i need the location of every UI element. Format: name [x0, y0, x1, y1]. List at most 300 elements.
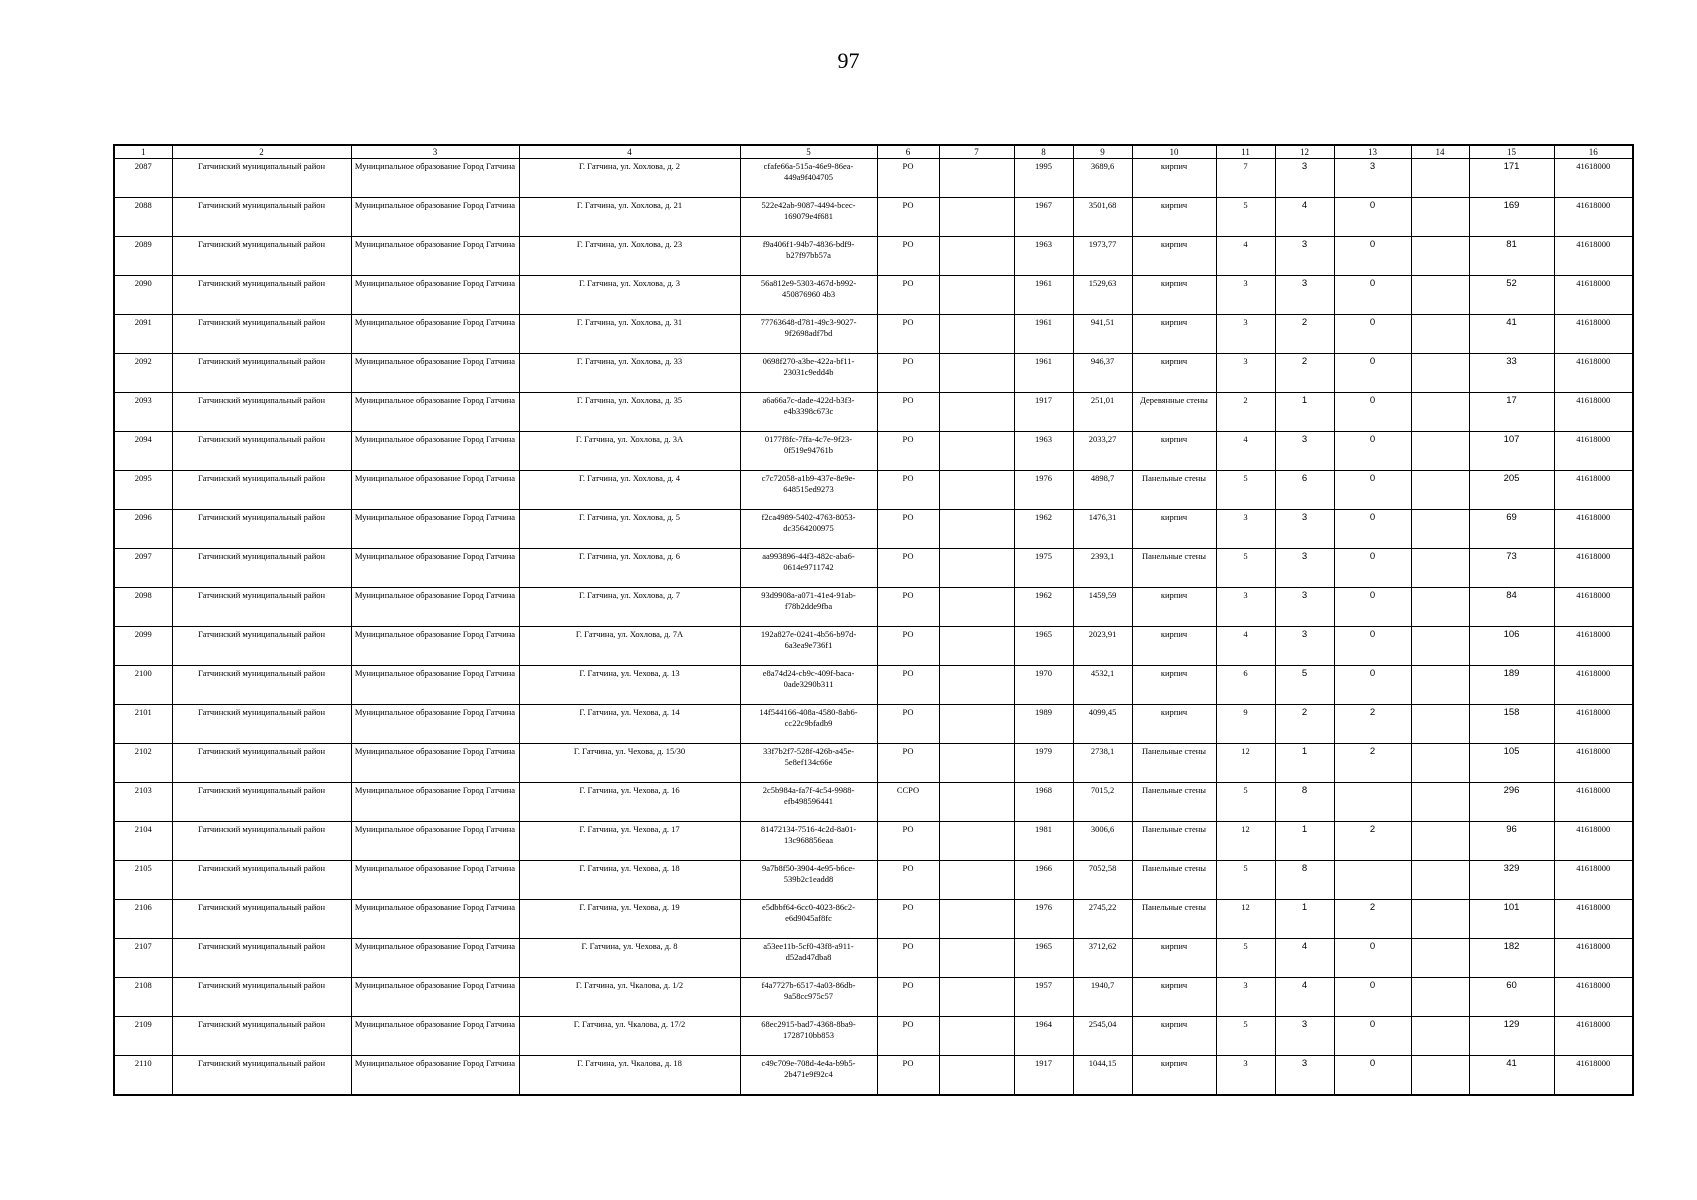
table-row — [114, 471, 1633, 510]
build-year-cell: 1964 — [1014, 1017, 1073, 1056]
area-cell: 2545,04 — [1073, 1017, 1132, 1056]
column-14-cell — [1411, 1056, 1469, 1095]
area-cell: 3712,62 — [1073, 939, 1132, 978]
oktmo-cell: 41618000 — [1554, 783, 1633, 822]
residents-cell: 41 — [1469, 315, 1554, 354]
table-row — [114, 666, 1633, 705]
column-7-cell — [939, 744, 1014, 783]
house-guid-cell: c7c72058-a1b9-437e-8e9e-648515ed9273 — [740, 471, 877, 510]
table-row — [114, 432, 1633, 471]
wall-material-cell: кирпич — [1132, 510, 1216, 549]
floors-cell: 5 — [1216, 939, 1275, 978]
district-cell: Гатчинский муниципальный район — [172, 510, 351, 549]
table-row — [114, 822, 1633, 861]
column-14-cell — [1411, 354, 1469, 393]
wall-material-cell: Деревянные стены — [1132, 393, 1216, 432]
municipality-cell: Муниципальное образование Город Гатчина — [351, 705, 519, 744]
municipality-cell: Муниципальное образование Город Гатчина — [351, 588, 519, 627]
entrances-cell: 4 — [1275, 198, 1334, 237]
residents-cell: 105 — [1469, 744, 1554, 783]
floors-cell: 7 — [1216, 159, 1275, 198]
column-7-cell — [939, 159, 1014, 198]
house-guid-cell: e5dbbf64-6cc0-4023-86c2-e6d9045af8fc — [740, 900, 877, 939]
area-cell: 4532,1 — [1073, 666, 1132, 705]
area-cell: 2393,1 — [1073, 549, 1132, 588]
lifts-cell: 2 — [1334, 744, 1411, 783]
column-14-cell — [1411, 1017, 1469, 1056]
district-cell: Гатчинский муниципальный район — [172, 900, 351, 939]
column-14-cell — [1411, 666, 1469, 705]
column-header: 12 — [1275, 145, 1334, 159]
address-cell: Г. Гатчина, ул. Чехова, д. 16 — [519, 783, 740, 822]
row-number-cell: 2093 — [114, 393, 172, 432]
build-year-cell: 1981 — [1014, 822, 1073, 861]
residents-cell: 52 — [1469, 276, 1554, 315]
entrances-cell: 1 — [1275, 900, 1334, 939]
floors-cell: 5 — [1216, 198, 1275, 237]
residents-cell: 69 — [1469, 510, 1554, 549]
column-7-cell — [939, 705, 1014, 744]
municipality-cell: Муниципальное образование Город Гатчина — [351, 744, 519, 783]
house-guid-cell: 522e42ab-9087-4494-bcec-169079e4f681 — [740, 198, 877, 237]
municipality-cell: Муниципальное образование Город Гатчина — [351, 198, 519, 237]
area-cell: 2745,22 — [1073, 900, 1132, 939]
lifts-cell: 0 — [1334, 510, 1411, 549]
oktmo-cell: 41618000 — [1554, 900, 1633, 939]
lifts-cell: 0 — [1334, 627, 1411, 666]
residents-cell: 17 — [1469, 393, 1554, 432]
column-7-cell — [939, 627, 1014, 666]
column-header: 14 — [1411, 145, 1469, 159]
wall-material-cell: кирпич — [1132, 627, 1216, 666]
build-year-cell: 1966 — [1014, 861, 1073, 900]
wall-material-cell: Панельные стены — [1132, 822, 1216, 861]
address-cell: Г. Гатчина, ул. Чехова, д. 15/30 — [519, 744, 740, 783]
house-guid-cell: 93d9908a-a071-41e4-91ab-f78b2dde9fba — [740, 588, 877, 627]
house-guid-cell: 192a827e-0241-4b56-b97d-6a3ea9e736f1 — [740, 627, 877, 666]
table-row — [114, 939, 1633, 978]
address-cell: Г. Гатчина, ул. Хохлова, д. 6 — [519, 549, 740, 588]
fund-type-cell: РО — [877, 861, 939, 900]
district-cell: Гатчинский муниципальный район — [172, 978, 351, 1017]
oktmo-cell: 41618000 — [1554, 978, 1633, 1017]
column-header: 15 — [1469, 145, 1554, 159]
address-cell: Г. Гатчина, ул. Чкалова, д. 18 — [519, 1056, 740, 1095]
residents-cell: 329 — [1469, 861, 1554, 900]
wall-material-cell: кирпич — [1132, 588, 1216, 627]
table-row — [114, 276, 1633, 315]
municipality-cell: Муниципальное образование Город Гатчина — [351, 627, 519, 666]
entrances-cell: 3 — [1275, 549, 1334, 588]
entrances-cell: 4 — [1275, 978, 1334, 1017]
column-7-cell — [939, 939, 1014, 978]
column-7-cell — [939, 432, 1014, 471]
area-cell: 4099,45 — [1073, 705, 1132, 744]
address-cell: Г. Гатчина, ул. Хохлова, д. 3 — [519, 276, 740, 315]
table-row — [114, 393, 1633, 432]
floors-cell: 2 — [1216, 393, 1275, 432]
entrances-cell: 3 — [1275, 1056, 1334, 1095]
residents-cell: 189 — [1469, 666, 1554, 705]
wall-material-cell: Панельные стены — [1132, 783, 1216, 822]
entrances-cell: 8 — [1275, 861, 1334, 900]
oktmo-cell: 41618000 — [1554, 237, 1633, 276]
column-14-cell — [1411, 627, 1469, 666]
build-year-cell: 1962 — [1014, 510, 1073, 549]
entrances-cell: 2 — [1275, 315, 1334, 354]
build-year-cell: 1989 — [1014, 705, 1073, 744]
lifts-cell: 0 — [1334, 1017, 1411, 1056]
column-7-cell — [939, 549, 1014, 588]
residents-cell: 171 — [1469, 159, 1554, 198]
municipality-cell: Муниципальное образование Город Гатчина — [351, 510, 519, 549]
row-number-cell: 2110 — [114, 1056, 172, 1095]
lifts-cell: 0 — [1334, 666, 1411, 705]
row-number-cell: 2100 — [114, 666, 172, 705]
district-cell: Гатчинский муниципальный район — [172, 861, 351, 900]
wall-material-cell: кирпич — [1132, 939, 1216, 978]
entrances-cell: 3 — [1275, 276, 1334, 315]
fund-type-cell: РО — [877, 237, 939, 276]
oktmo-cell: 41618000 — [1554, 627, 1633, 666]
address-cell: Г. Гатчина, ул. Чкалова, д. 1/2 — [519, 978, 740, 1017]
build-year-cell: 1970 — [1014, 666, 1073, 705]
fund-type-cell: РО — [877, 588, 939, 627]
wall-material-cell: кирпич — [1132, 432, 1216, 471]
row-number-cell: 2101 — [114, 705, 172, 744]
build-year-cell: 1968 — [1014, 783, 1073, 822]
area-cell: 3006,6 — [1073, 822, 1132, 861]
address-cell: Г. Гатчина, ул. Хохлова, д. 35 — [519, 393, 740, 432]
district-cell: Гатчинский муниципальный район — [172, 1056, 351, 1095]
area-cell: 1973,77 — [1073, 237, 1132, 276]
house-guid-cell: f2ca4989-5402-4763-8053-dc3564200975 — [740, 510, 877, 549]
entrances-cell: 6 — [1275, 471, 1334, 510]
area-cell: 3689,6 — [1073, 159, 1132, 198]
address-cell: Г. Гатчина, ул. Чехова, д. 17 — [519, 822, 740, 861]
row-number-cell: 2092 — [114, 354, 172, 393]
fund-type-cell: РО — [877, 1017, 939, 1056]
table-row — [114, 861, 1633, 900]
fund-type-cell: РО — [877, 276, 939, 315]
lifts-cell: 0 — [1334, 978, 1411, 1017]
residents-cell: 182 — [1469, 939, 1554, 978]
municipality-cell: Муниципальное образование Город Гатчина — [351, 549, 519, 588]
column-7-cell — [939, 1056, 1014, 1095]
table-row — [114, 510, 1633, 549]
floors-cell: 3 — [1216, 510, 1275, 549]
housing-registry-table — [113, 144, 1634, 1096]
oktmo-cell: 41618000 — [1554, 1017, 1633, 1056]
lifts-cell — [1334, 861, 1411, 900]
house-guid-cell: 81472134-7516-4c2d-8a01-13c968856eaa — [740, 822, 877, 861]
fund-type-cell: РО — [877, 822, 939, 861]
house-guid-cell: 0177f8fc-7ffa-4c7e-9f23-0f519e94761b — [740, 432, 877, 471]
address-cell: Г. Гатчина, ул. Чехова, д. 18 — [519, 861, 740, 900]
wall-material-cell: Панельные стены — [1132, 744, 1216, 783]
fund-type-cell: РО — [877, 354, 939, 393]
area-cell: 941,51 — [1073, 315, 1132, 354]
oktmo-cell: 41618000 — [1554, 549, 1633, 588]
house-guid-cell: cfafe66a-515a-46e9-86ea-449a9f404705 — [740, 159, 877, 198]
wall-material-cell: кирпич — [1132, 159, 1216, 198]
district-cell: Гатчинский муниципальный район — [172, 939, 351, 978]
lifts-cell: 0 — [1334, 393, 1411, 432]
area-cell: 1459,59 — [1073, 588, 1132, 627]
lifts-cell: 2 — [1334, 900, 1411, 939]
entrances-cell: 3 — [1275, 627, 1334, 666]
table-row — [114, 549, 1633, 588]
column-14-cell — [1411, 939, 1469, 978]
table-body — [114, 159, 1633, 1095]
row-number-cell: 2102 — [114, 744, 172, 783]
wall-material-cell: кирпич — [1132, 354, 1216, 393]
build-year-cell: 1917 — [1014, 1056, 1073, 1095]
municipality-cell: Муниципальное образование Город Гатчина — [351, 1017, 519, 1056]
column-7-cell — [939, 588, 1014, 627]
house-guid-cell: aa993896-44f3-482c-aba6-0614e9711742 — [740, 549, 877, 588]
house-guid-cell: a53ee11b-5cf0-43f8-a911-d52ad47dba8 — [740, 939, 877, 978]
build-year-cell: 1975 — [1014, 549, 1073, 588]
area-cell: 1476,31 — [1073, 510, 1132, 549]
area-cell: 2738,1 — [1073, 744, 1132, 783]
row-number-cell: 2104 — [114, 822, 172, 861]
floors-cell: 9 — [1216, 705, 1275, 744]
column-header: 9 — [1073, 145, 1132, 159]
house-guid-cell: 14f544166-408a-4580-8ab6-cc22c9bfadb9 — [740, 705, 877, 744]
row-number-cell: 2089 — [114, 237, 172, 276]
floors-cell: 5 — [1216, 549, 1275, 588]
wall-material-cell: кирпич — [1132, 705, 1216, 744]
area-cell: 1529,63 — [1073, 276, 1132, 315]
column-14-cell — [1411, 978, 1469, 1017]
column-7-cell — [939, 237, 1014, 276]
table-row — [114, 354, 1633, 393]
district-cell: Гатчинский муниципальный район — [172, 159, 351, 198]
residents-cell: 101 — [1469, 900, 1554, 939]
lifts-cell: 0 — [1334, 471, 1411, 510]
area-cell: 4898,7 — [1073, 471, 1132, 510]
fund-type-cell: РО — [877, 510, 939, 549]
entrances-cell: 3 — [1275, 159, 1334, 198]
residents-cell: 33 — [1469, 354, 1554, 393]
district-cell: Гатчинский муниципальный район — [172, 315, 351, 354]
wall-material-cell: Панельные стены — [1132, 861, 1216, 900]
area-cell: 2023,91 — [1073, 627, 1132, 666]
house-guid-cell: 77763648-d781-49c3-9027-9f2698adf7bd — [740, 315, 877, 354]
column-7-cell — [939, 198, 1014, 237]
floors-cell: 5 — [1216, 783, 1275, 822]
address-cell: Г. Гатчина, ул. Хохлова, д. 3А — [519, 432, 740, 471]
floors-cell: 4 — [1216, 627, 1275, 666]
table-row — [114, 627, 1633, 666]
oktmo-cell: 41618000 — [1554, 354, 1633, 393]
residents-cell: 107 — [1469, 432, 1554, 471]
district-cell: Гатчинский муниципальный район — [172, 744, 351, 783]
municipality-cell: Муниципальное образование Город Гатчина — [351, 861, 519, 900]
wall-material-cell: кирпич — [1132, 237, 1216, 276]
district-cell: Гатчинский муниципальный район — [172, 198, 351, 237]
municipality-cell: Муниципальное образование Город Гатчина — [351, 1056, 519, 1095]
house-guid-cell: 2c5b984a-fa7f-4c54-9988-efb498596441 — [740, 783, 877, 822]
residents-cell: 84 — [1469, 588, 1554, 627]
row-number-cell: 2097 — [114, 549, 172, 588]
column-header: 3 — [351, 145, 519, 159]
house-guid-cell: 33f7b2f7-528f-426b-a45e-5e8ef134c66e — [740, 744, 877, 783]
column-14-cell — [1411, 276, 1469, 315]
wall-material-cell: кирпич — [1132, 276, 1216, 315]
oktmo-cell: 41618000 — [1554, 276, 1633, 315]
build-year-cell: 1962 — [1014, 588, 1073, 627]
lifts-cell: 0 — [1334, 588, 1411, 627]
column-header: 11 — [1216, 145, 1275, 159]
wall-material-cell: кирпич — [1132, 198, 1216, 237]
entrances-cell: 2 — [1275, 705, 1334, 744]
wall-material-cell: кирпич — [1132, 666, 1216, 705]
row-number-cell: 2107 — [114, 939, 172, 978]
residents-cell: 129 — [1469, 1017, 1554, 1056]
floors-cell: 5 — [1216, 1017, 1275, 1056]
house-guid-cell: a6a66a7c-dade-422d-b3f3-e4b3398c673c — [740, 393, 877, 432]
residents-cell: 296 — [1469, 783, 1554, 822]
residents-cell: 81 — [1469, 237, 1554, 276]
column-header: 13 — [1334, 145, 1411, 159]
address-cell: Г. Гатчина, ул. Хохлова, д. 5 — [519, 510, 740, 549]
fund-type-cell: РО — [877, 1056, 939, 1095]
table-row — [114, 1017, 1633, 1056]
entrances-cell: 1 — [1275, 744, 1334, 783]
house-guid-cell: 68ec2915-bad7-4368-8ba9-1728710bb853 — [740, 1017, 877, 1056]
column-14-cell — [1411, 705, 1469, 744]
page-number: 97 — [837, 48, 860, 73]
entrances-cell: 3 — [1275, 432, 1334, 471]
row-number-cell: 2105 — [114, 861, 172, 900]
entrances-cell: 2 — [1275, 354, 1334, 393]
column-header: 5 — [740, 145, 877, 159]
municipality-cell: Муниципальное образование Город Гатчина — [351, 237, 519, 276]
build-year-cell: 1976 — [1014, 900, 1073, 939]
lifts-cell: 3 — [1334, 159, 1411, 198]
address-cell: Г. Гатчина, ул. Хохлова, д. 21 — [519, 198, 740, 237]
oktmo-cell: 41618000 — [1554, 705, 1633, 744]
column-14-cell — [1411, 549, 1469, 588]
column-7-cell — [939, 276, 1014, 315]
lifts-cell: 0 — [1334, 939, 1411, 978]
column-header: 4 — [519, 145, 740, 159]
fund-type-cell: РО — [877, 471, 939, 510]
column-header: 8 — [1014, 145, 1073, 159]
address-cell: Г. Гатчина, ул. Хохлова, д. 2 — [519, 159, 740, 198]
floors-cell: 3 — [1216, 315, 1275, 354]
column-14-cell — [1411, 237, 1469, 276]
address-cell: Г. Гатчина, ул. Хохлова, д. 4 — [519, 471, 740, 510]
column-7-cell — [939, 1017, 1014, 1056]
address-cell: Г. Гатчина, ул. Хохлова, д. 31 — [519, 315, 740, 354]
fund-type-cell: РО — [877, 159, 939, 198]
column-header: 2 — [172, 145, 351, 159]
build-year-cell: 1965 — [1014, 939, 1073, 978]
house-guid-cell: 0698f270-a3be-422a-bf11-23031c9edd4b — [740, 354, 877, 393]
floors-cell: 3 — [1216, 276, 1275, 315]
build-year-cell: 1957 — [1014, 978, 1073, 1017]
area-cell: 7052,58 — [1073, 861, 1132, 900]
wall-material-cell: Панельные стены — [1132, 471, 1216, 510]
area-cell: 251,01 — [1073, 393, 1132, 432]
column-14-cell — [1411, 393, 1469, 432]
column-7-cell — [939, 354, 1014, 393]
column-7-cell — [939, 666, 1014, 705]
build-year-cell: 1917 — [1014, 393, 1073, 432]
row-number-cell: 2090 — [114, 276, 172, 315]
table-row — [114, 900, 1633, 939]
floors-cell: 3 — [1216, 1056, 1275, 1095]
column-header: 10 — [1132, 145, 1216, 159]
municipality-cell: Муниципальное образование Город Гатчина — [351, 276, 519, 315]
fund-type-cell: РО — [877, 627, 939, 666]
district-cell: Гатчинский муниципальный район — [172, 822, 351, 861]
row-number-cell: 2094 — [114, 432, 172, 471]
entrances-cell: 3 — [1275, 237, 1334, 276]
lifts-cell: 0 — [1334, 432, 1411, 471]
municipality-cell: Муниципальное образование Город Гатчина — [351, 354, 519, 393]
table-row — [114, 237, 1633, 276]
column-14-cell — [1411, 315, 1469, 354]
floors-cell: 4 — [1216, 237, 1275, 276]
table-row — [114, 744, 1633, 783]
column-7-cell — [939, 393, 1014, 432]
district-cell: Гатчинский муниципальный район — [172, 627, 351, 666]
municipality-cell: Муниципальное образование Город Гатчина — [351, 822, 519, 861]
build-year-cell: 1961 — [1014, 315, 1073, 354]
table-row — [114, 1056, 1633, 1095]
municipality-cell: Муниципальное образование Город Гатчина — [351, 432, 519, 471]
column-14-cell — [1411, 861, 1469, 900]
house-guid-cell: 56a812e9-5303-467d-b992-450876960 4b3 — [740, 276, 877, 315]
address-cell: Г. Гатчина, ул. Чехова, д. 19 — [519, 900, 740, 939]
oktmo-cell: 41618000 — [1554, 315, 1633, 354]
build-year-cell: 1979 — [1014, 744, 1073, 783]
lifts-cell: 0 — [1334, 1056, 1411, 1095]
residents-cell: 169 — [1469, 198, 1554, 237]
column-header: 1 — [114, 145, 172, 159]
district-cell: Гатчинский муниципальный район — [172, 705, 351, 744]
table-row — [114, 315, 1633, 354]
row-number-cell: 2109 — [114, 1017, 172, 1056]
district-cell: Гатчинский муниципальный район — [172, 354, 351, 393]
build-year-cell: 1961 — [1014, 276, 1073, 315]
column-7-cell — [939, 315, 1014, 354]
row-number-cell: 2091 — [114, 315, 172, 354]
municipality-cell: Муниципальное образование Город Гатчина — [351, 783, 519, 822]
wall-material-cell: Панельные стены — [1132, 549, 1216, 588]
column-7-cell — [939, 510, 1014, 549]
column-14-cell — [1411, 783, 1469, 822]
row-number-cell: 2103 — [114, 783, 172, 822]
entrances-cell: 3 — [1275, 1017, 1334, 1056]
entrances-cell: 1 — [1275, 822, 1334, 861]
build-year-cell: 1963 — [1014, 237, 1073, 276]
oktmo-cell: 41618000 — [1554, 666, 1633, 705]
column-14-cell — [1411, 471, 1469, 510]
oktmo-cell: 41618000 — [1554, 393, 1633, 432]
district-cell: Гатчинский муниципальный район — [172, 471, 351, 510]
row-number-cell: 2088 — [114, 198, 172, 237]
fund-type-cell: РО — [877, 198, 939, 237]
oktmo-cell: 41618000 — [1554, 939, 1633, 978]
area-cell: 1044,15 — [1073, 1056, 1132, 1095]
municipality-cell: Муниципальное образование Город Гатчина — [351, 159, 519, 198]
lifts-cell: 0 — [1334, 237, 1411, 276]
